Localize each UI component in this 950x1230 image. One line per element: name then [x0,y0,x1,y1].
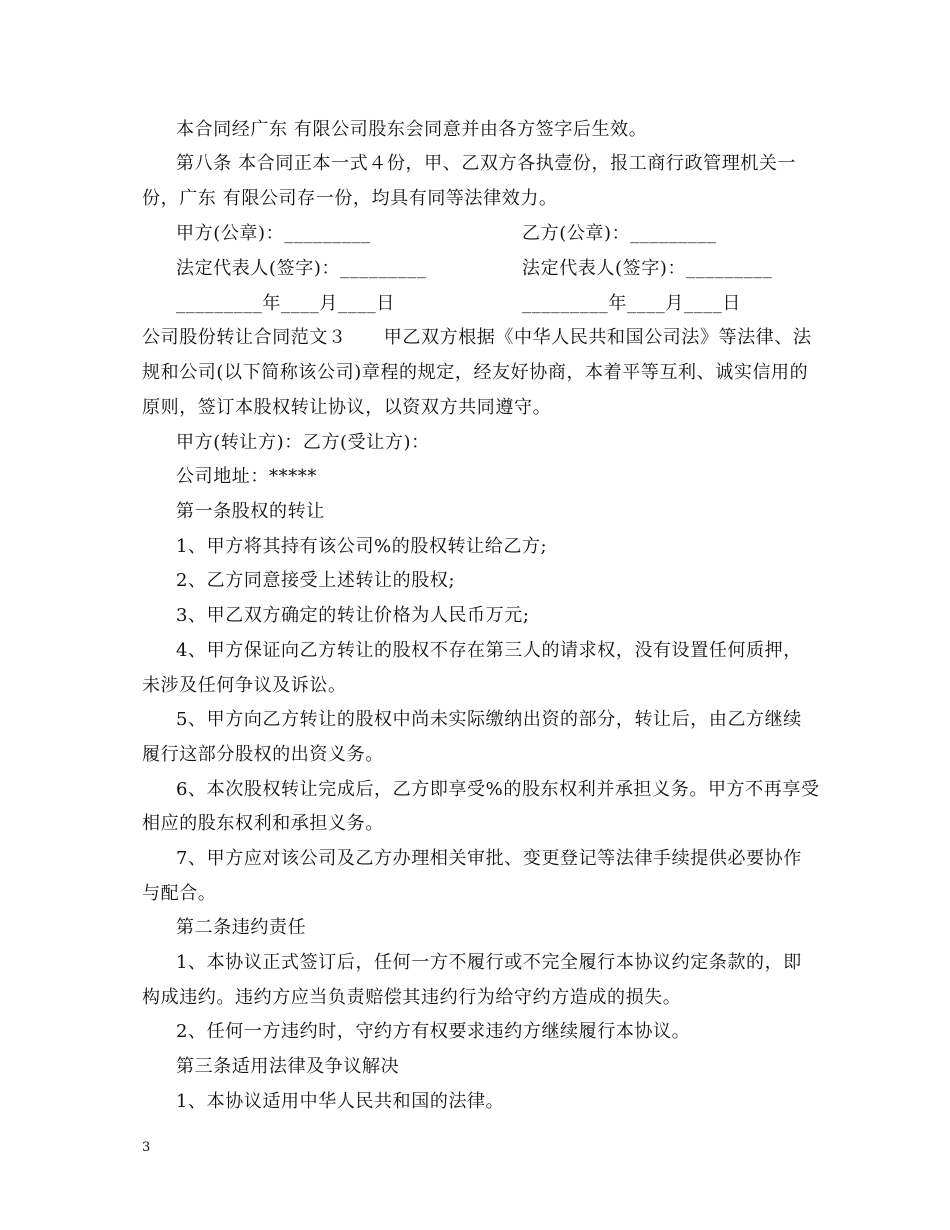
clause-line: 1、本协议适用中华人民共和国的法律。 [176,1091,505,1112]
clause-line: 1、甲方将其持有该公司%的股权转让给乙方; [176,536,548,557]
paragraph-line: 原则，签订本股权转让协议，以资双方共同遵守。 [142,397,552,418]
clause-line: 6、本次股权转让完成后，乙方即享受%的股东权利并承担义务。甲方不再享受 [176,779,820,800]
party-a-date-field: _________年____月____日 [176,293,395,314]
clause-line: 3、甲乙双方确定的转让价格为人民币万元; [176,605,530,626]
clause-line: 构成违约。违约方应当负责赔偿其违约行为给守约方造成的损失。 [142,987,682,1008]
party-a-seal-field: 甲方(公章)：_________ [176,223,371,244]
party-b-seal-field: 乙方(公章)：_________ [522,223,717,244]
clause-line: 2、乙方同意接受上述转让的股权; [176,570,456,591]
clause-line: 相应的股东权利和承担义务。 [142,813,384,834]
article-heading: 第二条违约责任 [176,917,307,938]
clause-line: 1、本协议正式签订后，任何一方不履行或不完全履行本协议约定条款的，即 [176,952,802,973]
company-address-line: 公司地址：***** [176,466,317,487]
clause-line: 2、任何一方违约时，守约方有权要求违约方继续履行本协议。 [176,1021,691,1042]
party-b-date-field: _________年____月____日 [522,293,741,314]
article-heading: 第一条股权的转让 [176,501,325,522]
article-8-line: 第八条 本合同正本一式４份，甲、乙双方各执壹份，报工商行政管理机关一 [176,153,797,174]
paragraph-line: 本合同经广东 有限公司股东会同意并由各方签字后生效。 [176,119,648,140]
paragraph-line: 份，广东 有限公司存一份，均具有同等法律效力。 [142,188,558,209]
page-number: 3 [142,1140,151,1155]
clause-line: 未涉及任何争议及诉讼。 [142,675,347,696]
party-a-representative-field: 法定代表人(签字)：_________ [176,258,427,279]
clause-line: 5、甲方向乙方转让的股权中尚未实际缴纳出资的部分，转让后，由乙方继续 [176,709,802,730]
clause-line: 与配合。 [142,883,217,904]
section-title-line: 公司股份转让合同范文３ 甲乙双方根据《中华人民共和国公司法》等法律、法 [142,327,812,348]
clause-line: 7、甲方应对该公司及乙方办理相关审批、变更登记等法律手续提供必要协作 [176,848,802,869]
party-b-representative-field: 法定代表人(签字)：_________ [522,258,773,279]
paragraph-line: 规和公司(以下简称该公司)章程的规定，经友好协商，本着平等互利、诚实信用的 [142,362,809,383]
article-heading: 第三条适用法律及争议解决 [176,1056,400,1077]
parties-line: 甲方(转让方)：乙方(受让方)： [176,432,430,453]
clause-line: 履行这部分股权的出资义务。 [142,744,384,765]
clause-line: 4、甲方保证向乙方转让的股权不存在第三人的请求权，没有设置任何质押， [176,640,802,661]
